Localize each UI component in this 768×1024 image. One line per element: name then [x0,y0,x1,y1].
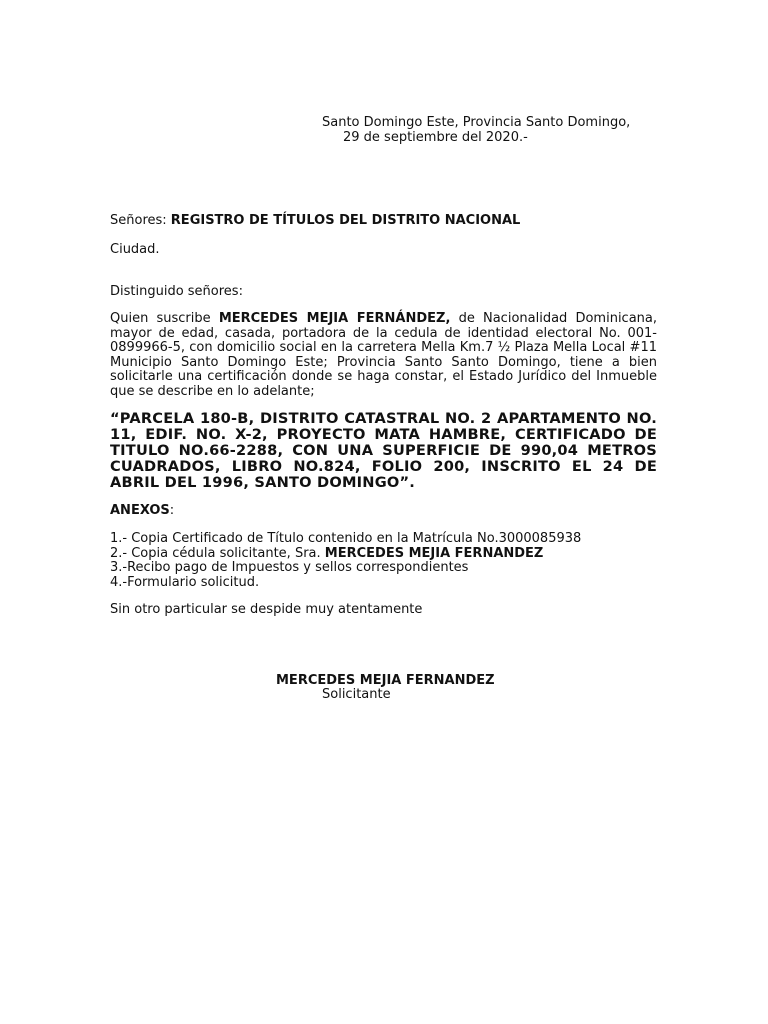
annexes-title: ANEXOS [110,503,170,518]
property-description: “PARCELA 180-B, DISTRITO CATASTRAL NO. 2 APARTAMENTO NO. 11, EDIF. NO. X-2, PROYECTO MATA HAMBRE, CERTIFICADO DE TITULO NO.66-2288, CON UNA SUPERFICIE DE 990,04 METROS CUADRADOS, LIBRO NO.824, FOLIO 200, INSCRITO EL 24 DE ABRIL DEL 1996, SANTO DOMINGO”. [110,410,657,491]
body-intro: Quien suscribe [110,311,211,326]
annex-item-text: 2.- Copia cédula solicitante, Sra. [110,545,325,561]
list-item [110,547,670,562]
signature-role: Solicitante [322,687,391,702]
subject-name: MERCEDES MEJIA FERNÁNDEZ, [218,311,451,326]
body-paragraph [110,312,657,399]
list-item [110,561,670,576]
body-text: de Nacionalidad Dominicana, mayor de edad, casada, portadora de la cedula de identidad electoral No. 001-0899966-5, con domicilio social en la carretera Mella Km.7 ½ Plaza Mella Local #11 Municipio Santo Domingo Este; Provincia Santo Santo Domingo, tiene a bien solicitarle una certificación donde se haga constar, el Estado Jurídico del Inmueble que se describe en lo adelante; [110,311,658,399]
recipient-line [110,214,670,229]
recipient-name: REGISTRO DE TÍTULOS DEL DISTRITO NACIONAL [170,213,521,228]
signature-name: MERCEDES MEJIA FERNANDEZ [276,673,495,688]
annexes-list [110,532,670,590]
annex-item-text: 3.-Recibo pago de Impuestos y sellos correspondientes [110,560,469,575]
date-line: 29 de septiembre del 2020.- [343,129,528,145]
place-date-header [322,116,702,145]
annex-item-bold: MERCEDES MEJIA FERNANDEZ [324,545,544,561]
place-line: Santo Domingo Este, Provincia Santo Domingo, [322,115,631,130]
list-item [110,576,670,591]
list-item [110,532,670,547]
city-line: Ciudad. [110,242,160,257]
annex-item-text: 1.- Copia Certificado de Título contenido en la Matrícula No.3000085938 [110,531,582,546]
salutation: Distinguido señores: [110,284,243,299]
annexes-title-colon: : [169,503,175,518]
closing-line: Sin otro particular se despide muy atentamente [110,602,423,617]
annexes-heading [110,504,174,519]
annex-item-text: 4.-Formulario solicitud. [110,574,260,590]
recipient-prefix: Señores: [110,213,167,228]
